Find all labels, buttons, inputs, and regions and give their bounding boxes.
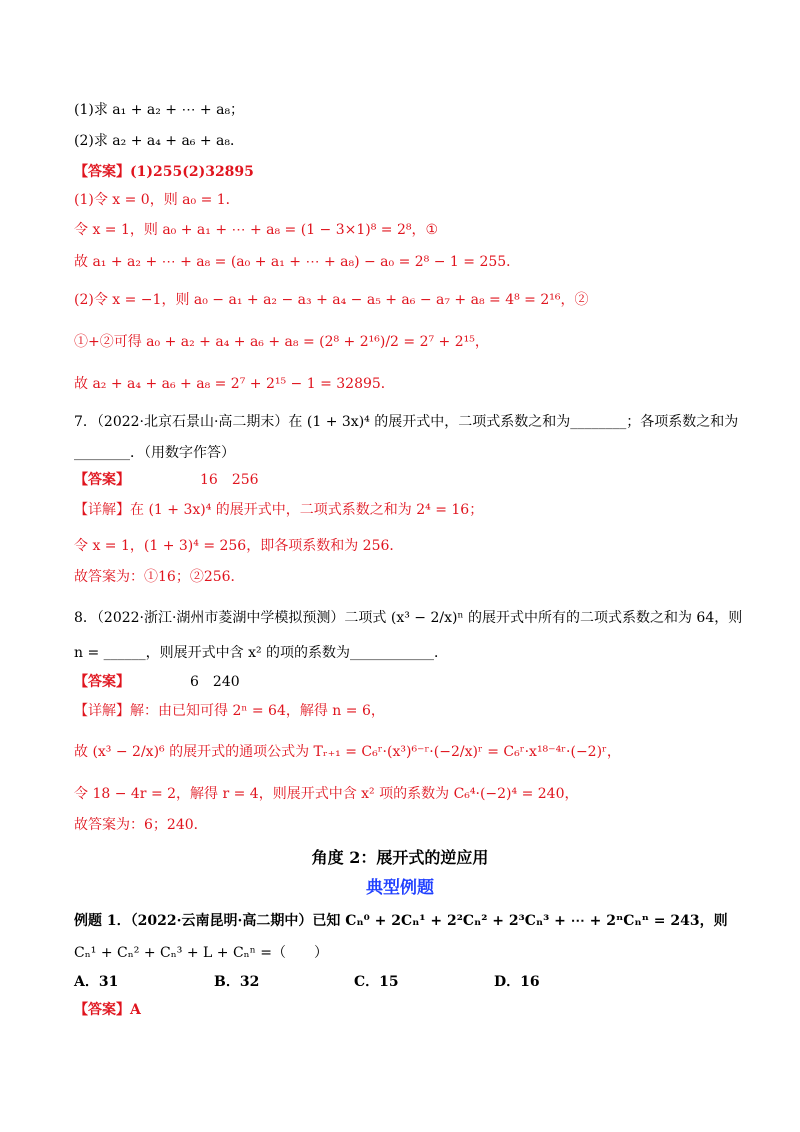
q8-answer	[74, 672, 240, 692]
option-a[interactable]: A．31	[74, 974, 119, 990]
q8-detail-1: 【详解】解：由已知可得 2ⁿ = 64，解得 n = 6，	[74, 703, 385, 719]
answer-value: 6 240	[190, 674, 240, 690]
option-d[interactable]: D．16	[494, 974, 540, 990]
answer-value: A	[130, 1002, 141, 1018]
ex1-answer	[74, 1000, 141, 1020]
q8-stem-2: n = ______，则展开式中含 x² 的项的系数为____________．	[74, 645, 449, 661]
q6-solution-1: (1)令 x = 0，则 a₀ = 1．	[74, 192, 240, 208]
q8-detail-4: 故答案为：6；240．	[74, 817, 208, 833]
q6-solution-2: 令 x = 1，则 a₀ + a₁ + ⋯ + a₈ = (1 − 3×1)⁸ = 2⁸，①	[74, 222, 439, 238]
q6-solution-4: (2)令 x = −1，则 a₀ − a₁ + a₂ − a₃ + a₄ − a₅ + a₆ − a₇ + a₈ = 4⁸ = 2¹⁶，②	[74, 292, 589, 308]
ex1-stem-1: 例题 1．（2022·云南昆明·高二期中）已知 Cₙ⁰ + 2Cₙ¹ + 2²Cₙ² + 2³Cₙ³ + ⋯ + 2ⁿCₙⁿ = 243，则	[74, 913, 728, 929]
q7-detail-3: 故答案为：①16；②256．	[74, 569, 245, 585]
q7-answer	[74, 470, 259, 490]
q7-stem-1: 7．（2022·北京石景山·高二期末）在 (1 + 3x)⁴ 的展开式中，二项式系数之和为________；各项系数之和为	[74, 414, 739, 430]
option-b[interactable]: B．32	[214, 974, 260, 990]
section-title: 角度 2：展开式的逆应用	[311, 848, 489, 867]
answer-value: (1)255(2)32895	[130, 164, 254, 180]
answer-label: 【答案】	[74, 1002, 130, 1018]
q7-stem-2: ________．（用数字作答）	[74, 445, 235, 461]
q8-detail-3: 令 18 − 4r = 2，解得 r = 4，则展开式中含 x² 项的系数为 C₆⁴·(−2)⁴ = 240，	[74, 786, 579, 802]
q7-detail-2: 令 x = 1，(1 + 3)⁴ = 256，即各项系数和为 256．	[74, 538, 404, 554]
q6-solution-5: ①+②可得 a₀ + a₂ + a₄ + a₆ + a₈ = (2⁸ + 2¹⁶)/2 = 2⁷ + 2¹⁵，	[74, 334, 489, 350]
answer-label: 【答案】	[74, 164, 130, 180]
q6-part1: (1)求 a₁ + a₂ + ⋯ + a₈；	[74, 102, 245, 118]
answer-label: 【答案】	[74, 674, 130, 690]
section-subtitle: 典型例题	[366, 878, 434, 898]
ex1-options	[74, 972, 694, 992]
ex1-stem-2: Cₙ¹ + Cₙ² + Cₙ³ + L + Cₙⁿ =（ ）	[74, 945, 328, 961]
q6-solution-3: 故 a₁ + a₂ + ⋯ + a₈ = (a₀ + a₁ + ⋯ + a₈) − a₀ = 2⁸ − 1 = 255．	[74, 254, 521, 270]
answer-label: 【答案】	[74, 472, 130, 488]
q6-part2: (2)求 a₂ + a₄ + a₆ + a₈．	[74, 133, 245, 149]
q6-solution-6: 故 a₂ + a₄ + a₆ + a₈ = 2⁷ + 2¹⁵ − 1 = 32895．	[74, 376, 395, 392]
q7-detail-1: 【详解】在 (1 + 3x)⁴ 的展开式中，二项式系数之和为 2⁴ = 16；	[74, 502, 484, 518]
option-c[interactable]: C．15	[354, 974, 399, 990]
q6-answer	[74, 162, 254, 182]
q8-detail-2: 故 (x³ − 2/x)⁶ 的展开式的通项公式为 Tᵣ₊₁ = C₆ʳ·(x³)⁶⁻ʳ·(−2/x)ʳ = C₆ʳ·x¹⁸⁻⁴ʳ·(−2)ʳ，	[74, 744, 621, 760]
answer-value: 16 256	[200, 472, 259, 488]
q8-stem-1: 8．（2022·浙江·湖州市菱湖中学模拟预测）二项式 (x³ − 2/x)ⁿ 的展开式中所有的二项式系数之和为 64，则	[74, 610, 743, 626]
